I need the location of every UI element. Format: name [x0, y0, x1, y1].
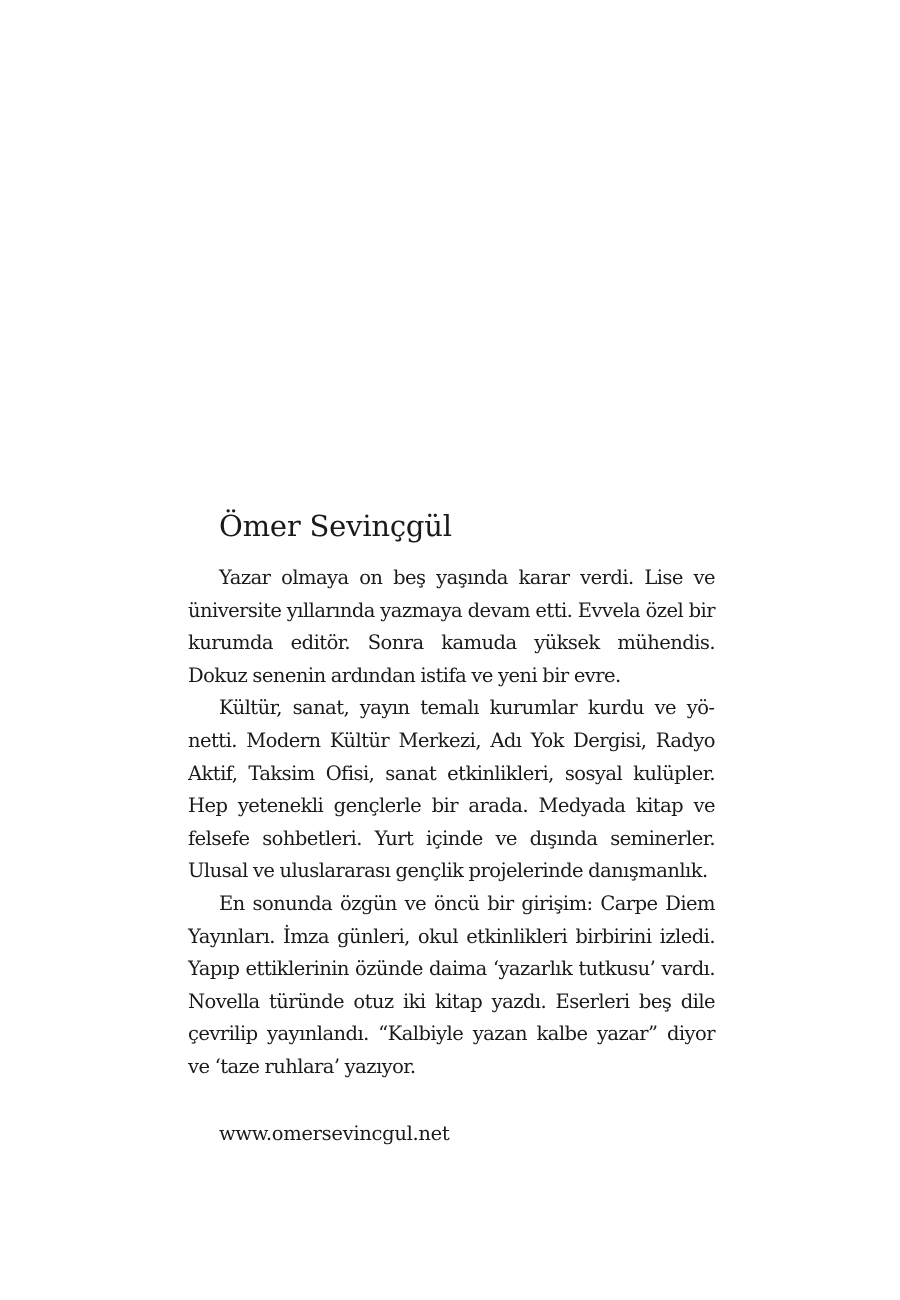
bio-paragraph-3: En sonunda özgün ve öncü bir girişim: Carpe Diem Yayınları. İmza günleri, okul etkinlikleri birbirini izledi. Yapıp ettiklerinin özünde daima ‘yazarlık tutkusu’ vardı. Novella türünde otuz iki kitap yazdı. Eserleri beş dile çevrilip yayınlandı. “Kalbiyle yazan kalbe yazar” diyor ve ‘taze ruhlara’ yazıyor.: [188, 891, 715, 1078]
author-bio-section: [188, 504, 715, 1150]
author-name: Ömer Sevinçgül: [219, 509, 452, 543]
author-website: www.omersevincgul.net: [219, 1121, 450, 1145]
bio-paragraph-1: Yazar olmaya on beş yaşında karar verdi. Lise ve üniversite yıllarında yazmaya devam etti. Evvela özel bir kurumda editör. Sonra kamuda yüksek mühendis. Dokuz senenin ardından istifa ve yeni bir evre.: [188, 566, 715, 687]
bio-paragraph-2: Kültür, sanat, yayın temalı kurumlar kurdu ve yönetti. Modern Kültür Merkezi, Adı Yok Dergisi, Radyo Aktif, Taksim Ofisi, sanat etkinlikleri, sosyal kulüpler. Hep yetenekli gençlerle bir arada. Medyada kitap ve felsefe sohbetleri. Yurt içinde ve dışında seminerler. Ulusal ve uluslararası gençlik projelerinde danışmanlık.: [188, 696, 715, 883]
